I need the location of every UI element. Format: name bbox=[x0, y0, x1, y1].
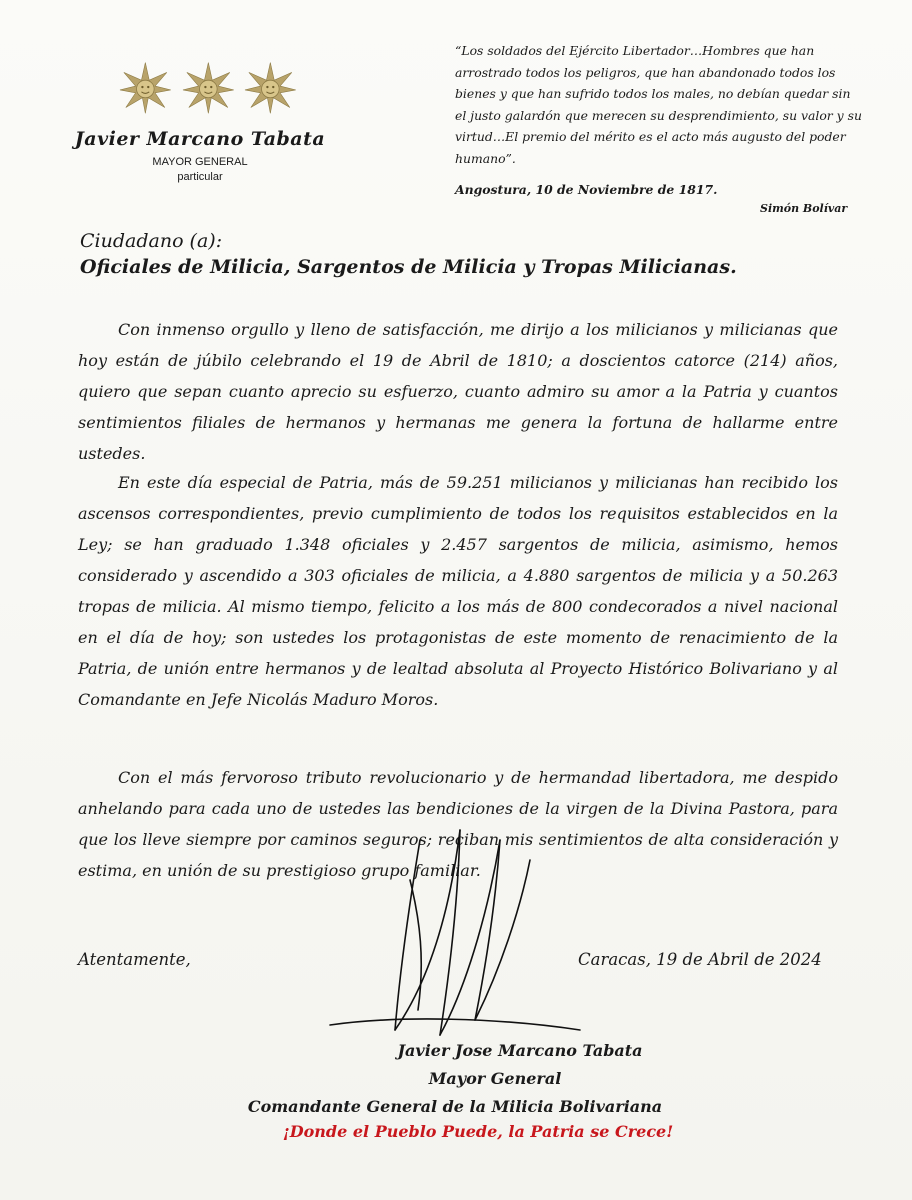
signatory-rank: Mayor General bbox=[428, 1069, 562, 1088]
sun-star-emblem-icon bbox=[181, 60, 236, 116]
bolivar-quote: “Los soldados del Ejército Libertador…Hombres que han arrostrado todos los peligros, que han abandonado todos los bienes y que han sufrido todos los males, no debían quedar sin el justo galardón que merecen su desprendimiento, su valor y su virtud…El premio del mérito es el acto más augusto del poder humano”. bbox=[455, 43, 862, 166]
recipient-name: Oficiales de Milicia, Sargentos de Milicia y Tropas Milicianas. bbox=[80, 256, 737, 278]
closing-salutation: Atentamente, bbox=[78, 950, 191, 969]
recipient-label: Ciudadano (a): bbox=[80, 230, 223, 252]
body-paragraph: En este día especial de Patria, más de 59.251 milicianos y milicianas han recibido los ascensos correspondientes, previo cumplimiento de todos los requisitos establecidos en la Ley; se han graduado 1.348 oficiales y 2.457 sargentos de milicia, asimismo, hemos considerado y ascendido a 303 oficiales de milicia, a 4.880 sargentos de milicia y a 50.263 tropas de milicia. Al mismo tiempo, felicito a los más de 800 condecorados a nivel nacional en el día de hoy; son ustedes los protagonistas de este momento de renacimiento de la Patria, de unión entre hermanos y de lealtad absoluta al Proyecto Histórico Bolivariano y al Comandante en Jefe Nicolás Maduro Moros. bbox=[78, 473, 838, 709]
body-paragraph: Con inmenso orgullo y lleno de satisfacción, me dirijo a los milicianos y milicianas que hoy están de júbilo celebrando el 19 de Abril de 1810; a doscientos catorce (214) años, quiero que sepan cuanto aprecio su esfuerzo, cuanto admiro su amor a la Patria y cuantos sentimientos filiales de hermanos y hermanas me genera la fortuna de hallarme entre ustedes. bbox=[78, 320, 838, 463]
letter-date: Caracas, 19 de Abril de 2024 bbox=[578, 950, 822, 969]
sun-star-emblem-icon bbox=[118, 60, 173, 116]
body-paragraph: Con el más fervoroso tributo revolucionario y de hermandad libertadora, me despido anhelando para cada uno de ustedes las bendiciones de la virgen de la Divina Pastora, para que los lleve siempre por caminos seguros; reciban mis sentimientos de alta consideración y estima, en unión de su prestigioso grupo familiar. bbox=[78, 768, 838, 880]
sun-star-emblem-icon bbox=[243, 60, 298, 116]
rank-insignia bbox=[118, 60, 298, 120]
handwritten-signature bbox=[300, 820, 600, 1050]
slogan: ¡Donde el Pueblo Puede, la Patria se Crece! bbox=[282, 1122, 674, 1141]
signature-block bbox=[230, 1037, 680, 1121]
quote-author: Simón Bolívar bbox=[760, 202, 848, 215]
signatory-name: Javier Jose Marcano Tabata bbox=[397, 1041, 643, 1060]
sender-rank: MAYOR GENERAL bbox=[152, 156, 248, 168]
sender-note: particular bbox=[177, 171, 223, 183]
quote-place-date: Angostura, 10 de Noviembre de 1817. bbox=[455, 182, 718, 197]
sender-name: Javier Marcano Tabata bbox=[74, 128, 326, 150]
signatory-title: Comandante General de la Milicia Bolivariana bbox=[247, 1097, 663, 1116]
